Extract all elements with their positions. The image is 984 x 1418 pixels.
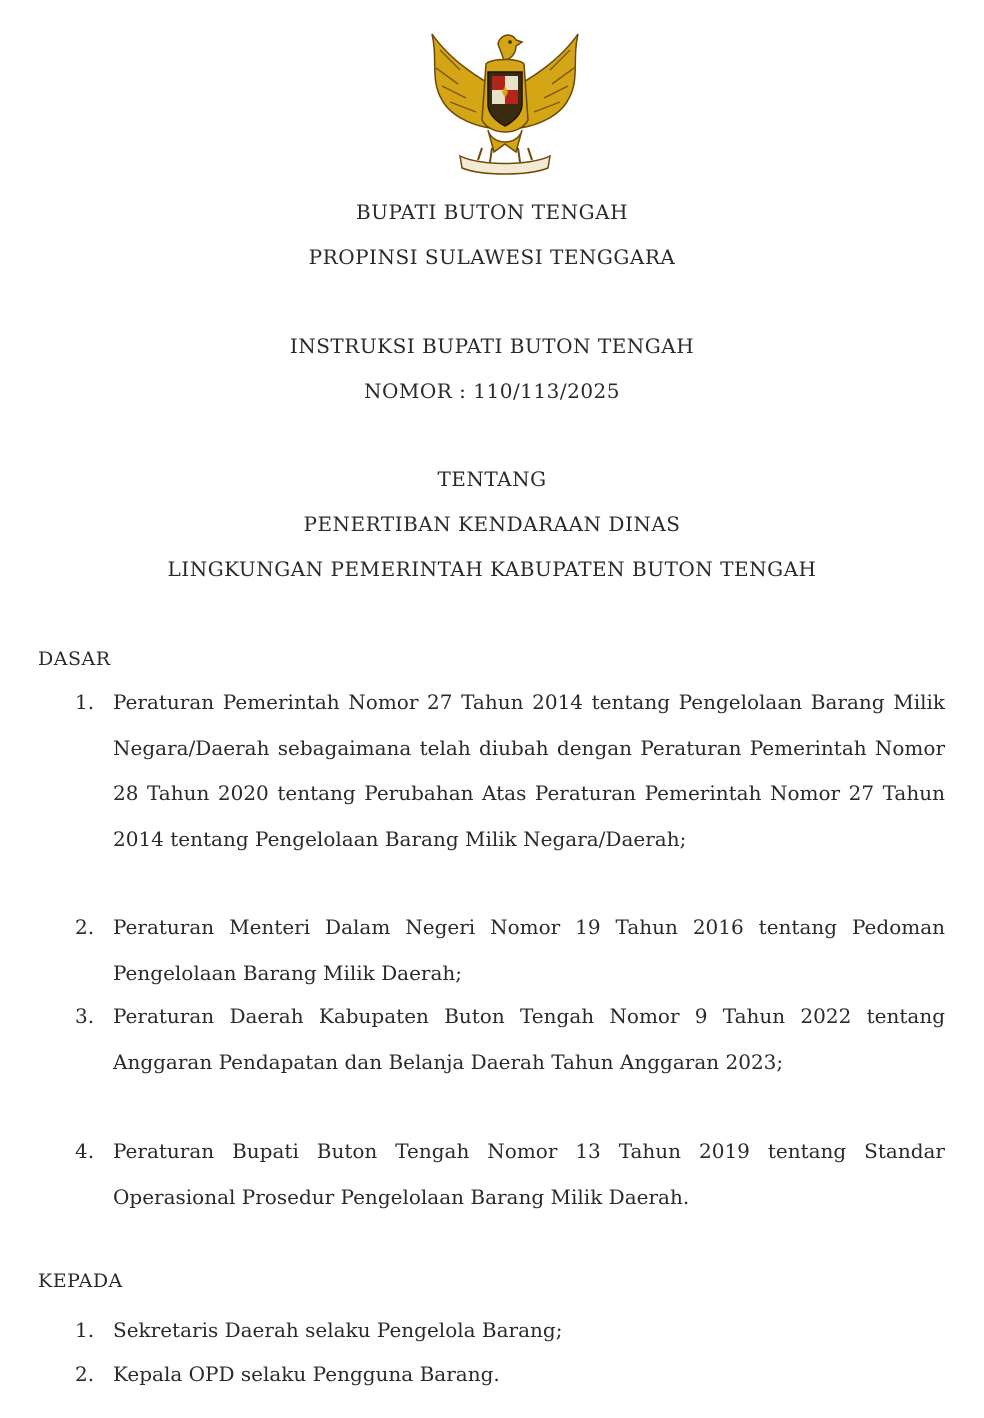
dasar-label: DASAR — [38, 648, 111, 670]
list-item-text: Sekretaris Daerah selaku Pengelola Barang; — [113, 1318, 563, 1342]
list-item-text: Peraturan Pemerintah Nomor 27 Tahun 2014 tentang Pengelolaan Barang Milik Negara/Daerah sebagaimana telah diubah dengan Peraturan Pemerintah Nomor 28 Tahun 2020 tentang Perubahan Atas Peraturan Pemerintah Nomor 27 Tahun 2014 tentang Pengelolaan Barang Milik Negara/Daerah; — [113, 690, 945, 851]
subject-line-1: PENERTIBAN KENDARAAN DINAS — [303, 512, 681, 536]
list-item-text: Peraturan Menteri Dalam Negeri Nomor 19 Tahun 2016 tentang Pedoman Pengelolaan Barang Milik Daerah; — [113, 915, 945, 985]
list-item-number: 3. — [75, 1004, 95, 1028]
list-item-text: Peraturan Bupati Buton Tengah Nomor 13 Tahun 2019 tentang Standar Operasional Prosedur Pengelolaan Barang Milik Daerah. — [113, 1139, 945, 1209]
subject-line-2: LINGKUNGAN PEMERINTAH KABUPATEN BUTON TENGAH — [167, 557, 817, 581]
garuda-emblem — [420, 20, 590, 180]
subject-label: TENTANG — [437, 467, 547, 491]
list-item-number: 2. — [75, 915, 95, 939]
kepada-label: KEPADA — [38, 1270, 123, 1292]
province-title: PROPINSI SULAWESI TENGGARA — [308, 245, 676, 269]
list-item-text: Peraturan Daerah Kabupaten Buton Tengah Nomor 9 Tahun 2022 tentang Anggaran Pendapatan dan Belanja Daerah Tahun Anggaran 2023; — [113, 1004, 945, 1074]
list-item-number: 4. — [75, 1139, 95, 1163]
list-item-number: 2. — [75, 1362, 95, 1386]
list-item-number: 1. — [75, 1318, 95, 1342]
list-item-text: Kepala OPD selaku Pengguna Barang. — [113, 1362, 500, 1386]
list-item-number: 1. — [75, 690, 95, 714]
instruction-number: NOMOR : 110/113/2025 — [363, 379, 620, 403]
instruction-title: INSTRUKSI BUPATI BUTON TENGAH — [289, 334, 695, 358]
regent-title: BUPATI BUTON TENGAH — [355, 200, 629, 224]
